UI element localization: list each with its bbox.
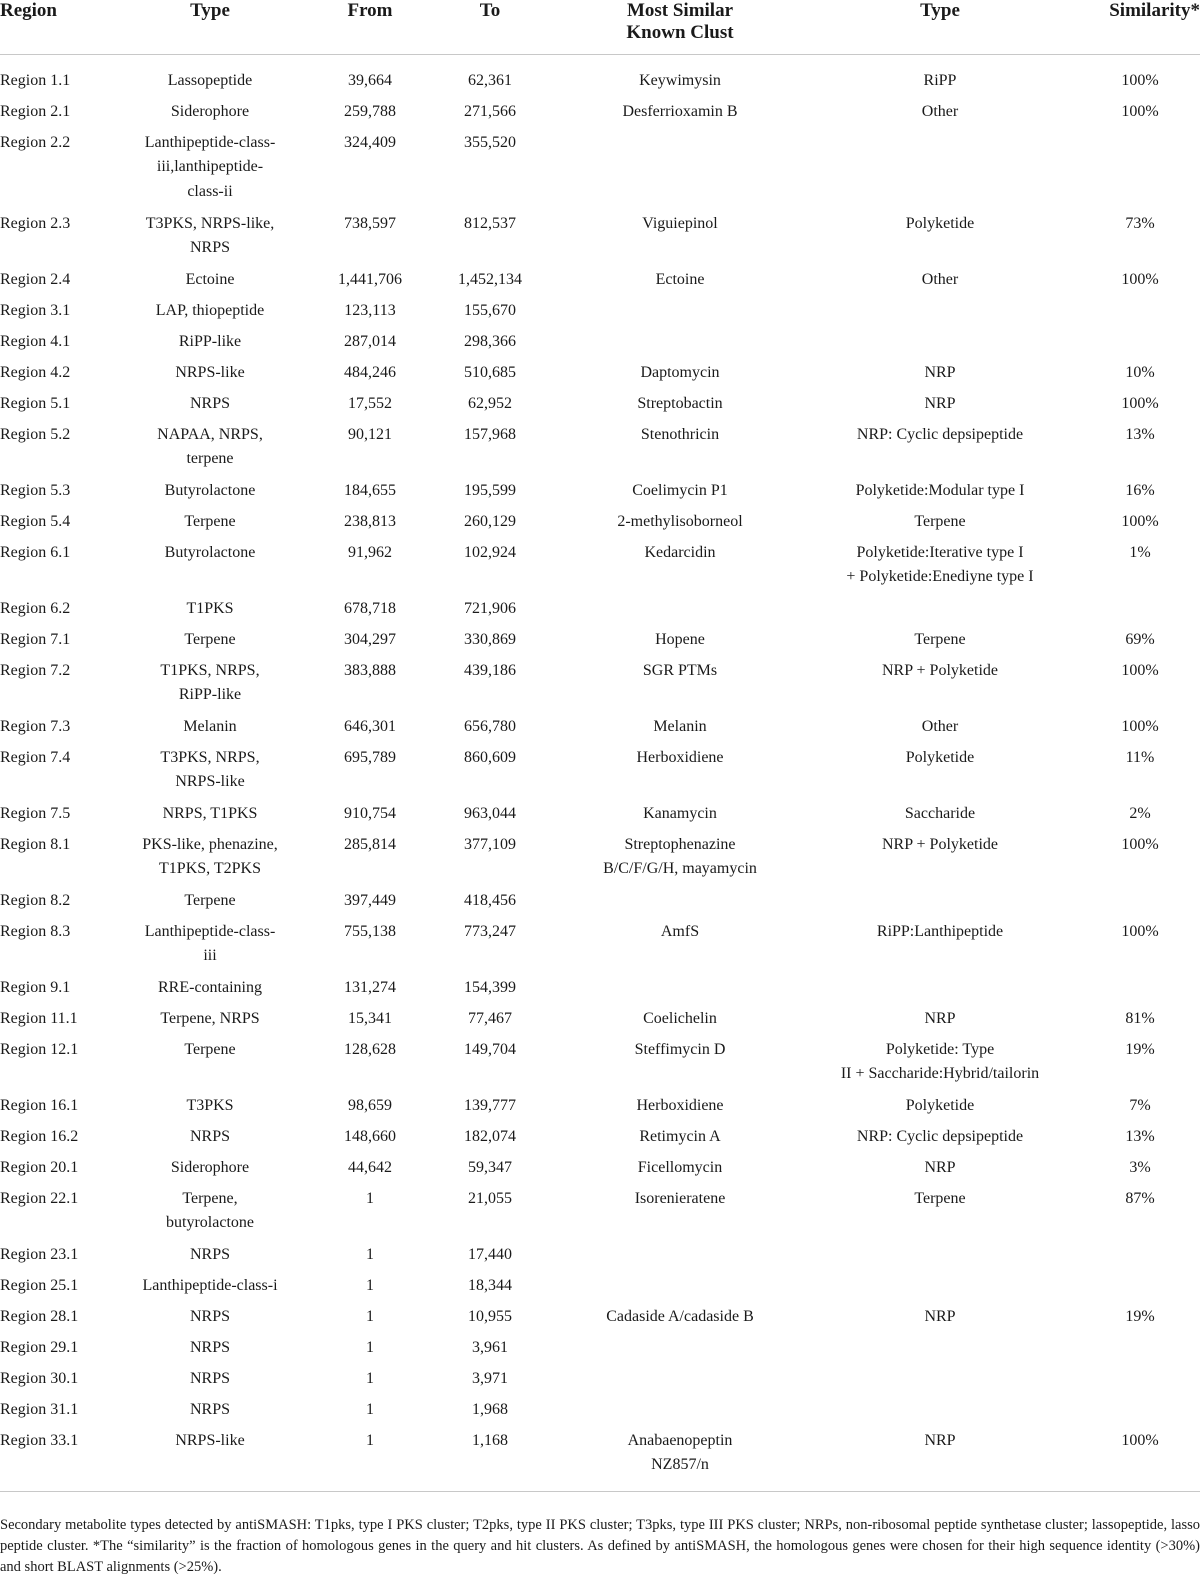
cell-similarity [1080, 299, 1200, 330]
cell-from: 910,754 [344, 804, 396, 822]
table-row [0, 659, 1200, 715]
cell-cluster-type: Terpene [914, 512, 966, 530]
cell-from: 738,597 [344, 214, 396, 232]
table-row [0, 1038, 1200, 1094]
cell-similarity: 100% [1121, 922, 1159, 940]
cell-to: 3,971 [472, 1369, 508, 1387]
cell-to: 330,869 [464, 630, 516, 648]
cell-type: Lanthipeptide-class- iii [144, 922, 276, 964]
cell-region: Region 4.1 [0, 332, 71, 350]
cell-region: Region 6.2 [0, 599, 71, 617]
cell-to: 155,670 [464, 301, 516, 319]
cell-to: 62,361 [468, 72, 512, 89]
cell-from: 287,014 [344, 332, 396, 350]
cell-from: 285,814 [344, 835, 396, 853]
table-row [0, 479, 1200, 510]
cell-similarity: 100% [1121, 1431, 1159, 1449]
header-similarity: Similarity* [1109, 0, 1200, 21]
cell-similarity: 7% [1129, 1096, 1151, 1114]
cell-similarity [1080, 131, 1200, 212]
cell-from: 17,552 [348, 394, 392, 412]
cell-region: Region 6.1 [0, 543, 71, 561]
cell-to: 860,609 [464, 748, 516, 766]
cell-region: Region 2.3 [0, 214, 71, 232]
cell-region: Region 28.1 [0, 1307, 79, 1325]
table-body [0, 55, 1200, 1481]
cell-from: 1 [366, 1400, 374, 1418]
cell-cluster-type [800, 597, 1080, 628]
cell-cluster-type: Polyketide [905, 748, 975, 766]
cell-cluster-type [800, 1398, 1080, 1429]
table-row [0, 628, 1200, 659]
cell-from: 695,789 [344, 748, 396, 766]
cell-type: Butyrolactone [164, 481, 256, 499]
cell-to: 139,777 [464, 1096, 516, 1114]
cell-region: Region 30.1 [0, 1369, 79, 1387]
cell-cluster-type: Polyketide [905, 214, 975, 232]
cell-most-similar-cluster [560, 1398, 800, 1429]
table-row [0, 361, 1200, 392]
cell-most-similar-cluster [560, 889, 800, 920]
cell-from: 484,246 [344, 363, 396, 381]
cell-most-similar-cluster: SGR PTMs [642, 661, 718, 679]
cell-similarity: 10% [1125, 363, 1155, 381]
cell-cluster-type [800, 1367, 1080, 1398]
cell-cluster-type: NRP [924, 1009, 956, 1027]
header-cluster-type: Type [920, 0, 960, 21]
table-row [0, 1187, 1200, 1243]
cell-to: 418,456 [464, 891, 516, 909]
table-row [0, 299, 1200, 330]
header-to: To [479, 0, 501, 21]
cell-from: 383,888 [344, 661, 396, 679]
table-row [0, 541, 1200, 597]
cell-from: 1 [366, 1307, 374, 1325]
cell-to: 298,366 [464, 332, 516, 350]
cell-type: NRPS [189, 1127, 231, 1145]
cell-from: 90,121 [348, 425, 392, 443]
cell-to: 1,168 [472, 1431, 508, 1449]
cell-from: 131,274 [344, 978, 396, 996]
cell-from: 1 [366, 1276, 374, 1294]
cell-from: 98,659 [348, 1096, 392, 1114]
cell-to: 656,780 [464, 717, 516, 735]
cell-region: Region 1.1 [0, 72, 71, 89]
cell-most-similar-cluster: Herboxidiene [636, 748, 724, 766]
cell-cluster-type [800, 299, 1080, 330]
cell-region: Region 23.1 [0, 1245, 79, 1263]
cell-similarity: 100% [1121, 394, 1159, 412]
cell-cluster-type: NRP + Polyketide [882, 835, 998, 853]
cell-similarity: 16% [1125, 481, 1155, 499]
cell-cluster-type: Polyketide:Modular type I [855, 481, 1025, 499]
cell-most-similar-cluster: Kanamycin [643, 804, 717, 822]
cell-cluster-type [800, 889, 1080, 920]
cell-similarity: 100% [1121, 102, 1159, 120]
cell-type: Terpene [184, 512, 236, 530]
cell-from: 1 [366, 1369, 374, 1387]
cell-from: 304,297 [344, 630, 396, 648]
cell-type: Melanin [183, 717, 237, 735]
cell-region: Region 22.1 [0, 1189, 79, 1207]
table-row [0, 976, 1200, 1007]
cell-from: 148,660 [344, 1127, 396, 1145]
cell-type: T1PKS, NRPS, RiPP-like [160, 661, 260, 703]
cell-similarity: 13% [1125, 1127, 1155, 1145]
cell-region: Region 9.1 [0, 978, 71, 996]
table-row [0, 1007, 1200, 1038]
cell-similarity [1080, 1336, 1200, 1367]
cell-type: Lassopeptide [167, 72, 253, 89]
table-footnote: Secondary metabolite types detected by antiSMASH: T1pks, type I PKS cluster; T2pks, type II PKS cluster; T3pks, type III PKS cluster; NRPs, non-ribosomal peptide synthetase cluster; lassopeptide, lasso peptide cluster. *The “similarity” is the fraction of homologous genes in the query and hit clusters. As defined by antiSMASH, the homologous genes were chosen for their high sequence identity (>30%) and short BLAST alignments (>25%). [0, 1516, 1200, 1575]
cell-most-similar-cluster [560, 597, 800, 628]
cell-to: 439,186 [464, 661, 516, 679]
cell-similarity [1080, 1243, 1200, 1274]
cell-from: 91,962 [348, 543, 392, 561]
cell-most-similar-cluster [560, 330, 800, 361]
cell-to: 355,520 [464, 133, 516, 151]
cell-type: RRE-containing [158, 978, 262, 996]
cell-to: 1,452,134 [458, 270, 522, 288]
cell-most-similar-cluster: Ficellomycin [637, 1158, 723, 1176]
cell-type: NRPS, T1PKS [162, 804, 258, 822]
cell-type: RiPP-like [178, 332, 242, 350]
table-row [0, 392, 1200, 423]
cell-to: 149,704 [464, 1040, 516, 1058]
table-row [0, 1305, 1200, 1336]
table-row [0, 100, 1200, 131]
cell-similarity [1080, 976, 1200, 1007]
cell-cluster-type: NRP [924, 1307, 956, 1325]
cell-similarity: 81% [1125, 1009, 1155, 1027]
cell-from: 678,718 [344, 599, 396, 617]
cell-region: Region 16.1 [0, 1096, 79, 1114]
cell-most-similar-cluster [560, 1274, 800, 1305]
cell-type: PKS-like, phenazine, T1PKS, T2PKS [142, 835, 278, 877]
cell-type: NRPS [189, 1245, 231, 1263]
cell-cluster-type: Other [921, 717, 959, 735]
cell-region: Region 8.3 [0, 922, 71, 940]
cell-region: Region 7.2 [0, 661, 71, 679]
cell-to: 260,129 [464, 512, 516, 530]
cell-to: 77,467 [468, 1009, 512, 1027]
cell-cluster-type [800, 131, 1080, 212]
cell-to: 721,906 [464, 599, 516, 617]
cell-from: 1,441,706 [338, 270, 402, 288]
table-row [0, 746, 1200, 802]
table-row [0, 1367, 1200, 1398]
table-row [0, 1429, 1200, 1481]
cell-most-similar-cluster: Isorenieratene [634, 1189, 726, 1207]
cell-type: LAP, thiopeptide [155, 301, 265, 319]
cell-region: Region 5.4 [0, 512, 71, 530]
table-row [0, 715, 1200, 746]
cell-cluster-type: NRP + Polyketide [882, 661, 998, 679]
cell-from: 646,301 [344, 717, 396, 735]
table-row [0, 1398, 1200, 1429]
cell-region: Region 12.1 [0, 1040, 79, 1058]
cell-most-similar-cluster [560, 131, 800, 212]
cell-cluster-type [800, 1274, 1080, 1305]
cell-cluster-type: Saccharide [904, 804, 976, 822]
cell-similarity [1080, 1398, 1200, 1429]
cell-cluster-type [800, 1243, 1080, 1274]
cell-similarity: 11% [1125, 748, 1155, 766]
cell-region: Region 7.3 [0, 717, 71, 735]
cell-most-similar-cluster [560, 976, 800, 1007]
cell-region: Region 2.1 [0, 102, 71, 120]
cell-similarity: 100% [1121, 512, 1159, 530]
cell-from: 238,813 [344, 512, 396, 530]
cell-most-similar-cluster [560, 1367, 800, 1398]
table-row [0, 920, 1200, 976]
cell-to: 510,685 [464, 363, 516, 381]
cell-most-similar-cluster [560, 1243, 800, 1274]
cell-cluster-type [800, 330, 1080, 361]
table-row [0, 55, 1200, 100]
cell-similarity: 87% [1125, 1189, 1155, 1207]
table-bottom-rule [0, 1491, 1200, 1492]
table-row [0, 1156, 1200, 1187]
cell-most-similar-cluster: AmfS [660, 922, 700, 940]
cell-type: Ectoine [185, 270, 235, 288]
cell-cluster-type: NRP [924, 1158, 956, 1176]
cell-most-similar-cluster: Daptomycin [640, 363, 720, 381]
cell-type: NRPS [189, 1369, 231, 1387]
cell-type: Terpene [184, 891, 236, 909]
header-region: Region [0, 0, 57, 21]
table-row [0, 268, 1200, 299]
cell-cluster-type: RiPP:Lanthipeptide [876, 922, 1004, 940]
cell-most-similar-cluster: Streptobactin [637, 394, 723, 412]
table-row [0, 1125, 1200, 1156]
cell-similarity [1080, 597, 1200, 628]
cell-type: Terpene, NRPS [160, 1009, 260, 1027]
cell-similarity: 19% [1125, 1040, 1155, 1058]
cell-most-similar-cluster: Coelimycin P1 [632, 481, 728, 499]
table-row [0, 510, 1200, 541]
cell-region: Region 4.2 [0, 363, 71, 381]
cell-similarity: 100% [1121, 72, 1159, 89]
table-row [0, 802, 1200, 833]
cell-region: Region 2.2 [0, 133, 71, 151]
cell-most-similar-cluster: Kedarcidin [644, 543, 716, 561]
cell-type: T1PKS [186, 599, 234, 617]
cell-similarity: 69% [1125, 630, 1155, 648]
table-header-row [0, 0, 1200, 55]
cell-cluster-type: Other [921, 270, 959, 288]
cell-type: Terpene [184, 1040, 236, 1058]
table-row [0, 1094, 1200, 1125]
table-row [0, 131, 1200, 212]
cell-cluster-type: NRP: Cyclic depsipeptide [856, 425, 1024, 443]
cell-from: 1 [366, 1189, 374, 1207]
cell-region: Region 31.1 [0, 1400, 79, 1418]
cell-region: Region 8.2 [0, 891, 71, 909]
cell-region: Region 25.1 [0, 1276, 79, 1294]
cell-most-similar-cluster: Coelichelin [643, 1009, 717, 1027]
cell-similarity: 73% [1125, 214, 1155, 232]
table-row [0, 1274, 1200, 1305]
cell-to: 10,955 [468, 1307, 512, 1325]
cell-from: 259,788 [344, 102, 396, 120]
cell-region: Region 29.1 [0, 1338, 79, 1356]
cell-similarity: 19% [1125, 1307, 1155, 1325]
cell-region: Region 16.2 [0, 1127, 79, 1145]
cell-similarity [1080, 330, 1200, 361]
cell-to: 377,109 [464, 835, 516, 853]
cell-from: 15,341 [348, 1009, 392, 1027]
cell-to: 59,347 [468, 1158, 512, 1176]
cell-from: 1 [366, 1338, 374, 1356]
cell-most-similar-cluster: Hopene [655, 630, 705, 648]
cell-from: 755,138 [344, 922, 396, 940]
cell-region: Region 3.1 [0, 301, 71, 319]
cell-to: 21,055 [468, 1189, 512, 1207]
cell-similarity: 3% [1129, 1158, 1151, 1176]
cell-type: NRPS-like [175, 363, 245, 381]
cell-to: 18,344 [468, 1276, 512, 1294]
cell-type: T3PKS, NRPS-like, NRPS [145, 214, 275, 256]
table-row [0, 423, 1200, 479]
cell-similarity: 100% [1121, 661, 1159, 679]
cell-similarity: 100% [1121, 835, 1159, 853]
cell-most-similar-cluster: Steffimycin D [634, 1040, 726, 1058]
cell-region: Region 8.1 [0, 835, 71, 853]
cell-most-similar-cluster: Keywimysin [639, 72, 721, 89]
cell-similarity [1080, 1274, 1200, 1305]
cell-region: Region 11.1 [0, 1009, 78, 1027]
cell-similarity [1080, 1367, 1200, 1398]
cell-from: 1 [366, 1245, 374, 1263]
cell-to: 62,952 [468, 394, 512, 412]
cell-most-similar-cluster: Viguiepinol [642, 214, 718, 232]
cell-cluster-type: Polyketide [905, 1096, 975, 1114]
cell-type: Butyrolactone [164, 543, 256, 561]
table-row [0, 330, 1200, 361]
cell-to: 182,074 [464, 1127, 516, 1145]
cell-cluster-type: NRP [924, 363, 956, 381]
table-row [0, 889, 1200, 920]
cell-type: Siderophore [170, 102, 250, 120]
cell-region: Region 7.1 [0, 630, 71, 648]
cell-region: Region 5.3 [0, 481, 71, 499]
cell-most-similar-cluster: Retimycin A [639, 1127, 721, 1145]
table-row [0, 1243, 1200, 1274]
cell-from: 128,628 [344, 1040, 396, 1058]
cell-type: Terpene [184, 630, 236, 648]
cell-cluster-type: Other [921, 102, 959, 120]
cell-from: 324,409 [344, 133, 396, 151]
cell-cluster-type: Polyketide: Type II + Saccharide:Hybrid/tailorin [840, 1040, 1040, 1082]
table-row [0, 1336, 1200, 1367]
cell-cluster-type: NRP: Cyclic depsipeptide [856, 1127, 1024, 1145]
cell-to: 157,968 [464, 425, 516, 443]
cell-similarity: 100% [1121, 717, 1159, 735]
cell-from: 184,655 [344, 481, 396, 499]
cell-type: NRPS [189, 1338, 231, 1356]
cell-type: T3PKS [186, 1096, 234, 1114]
cell-most-similar-cluster: Herboxidiene [636, 1096, 724, 1114]
cell-most-similar-cluster: Desferrioxamin B [622, 102, 738, 120]
table-row [0, 833, 1200, 889]
cell-region: Region 7.4 [0, 748, 71, 766]
cell-cluster-type: Terpene [914, 1189, 966, 1207]
cell-from: 1 [366, 1431, 374, 1449]
table-row [0, 212, 1200, 268]
cell-from: 39,664 [348, 72, 392, 89]
cell-type: Lanthipeptide-class-i [142, 1276, 278, 1294]
cell-cluster-type: NRP [924, 1431, 956, 1449]
cell-similarity: 2% [1129, 804, 1151, 822]
cell-cluster-type: NRP [924, 394, 956, 412]
header-type: Type [190, 0, 230, 21]
cell-region: Region 33.1 [0, 1431, 79, 1449]
cell-to: 1,968 [472, 1400, 508, 1418]
header-most-similar-cluster: Most Similar Known Clust [626, 0, 734, 43]
cell-most-similar-cluster [560, 1336, 800, 1367]
cell-type: Lanthipeptide-class- iii,lanthipeptide- class-ii [144, 133, 276, 200]
cell-cluster-type: RiPP [923, 72, 957, 89]
header-from: From [347, 0, 393, 21]
cell-type: NRPS [189, 1400, 231, 1418]
cell-most-similar-cluster [560, 299, 800, 330]
cell-to: 812,537 [464, 214, 516, 232]
cell-type: NAPAA, NRPS, terpene [157, 425, 263, 467]
cell-type: NRPS [189, 1307, 231, 1325]
cell-type: Siderophore [170, 1158, 250, 1176]
cell-to: 963,044 [464, 804, 516, 822]
cell-similarity: 13% [1125, 425, 1155, 443]
cell-to: 271,566 [464, 102, 516, 120]
cell-to: 17,440 [468, 1245, 512, 1263]
cell-cluster-type [800, 976, 1080, 1007]
cell-to: 773,247 [464, 922, 516, 940]
cell-region: Region 2.4 [0, 270, 71, 288]
cell-region: Region 20.1 [0, 1158, 79, 1176]
cell-most-similar-cluster: Anabaenopeptin NZ857/n [627, 1431, 733, 1473]
table-row [0, 597, 1200, 628]
cell-region: Region 5.2 [0, 425, 71, 443]
cell-to: 3,961 [472, 1338, 508, 1356]
cell-from: 123,113 [344, 301, 396, 319]
cell-from: 44,642 [348, 1158, 392, 1176]
cell-most-similar-cluster: 2-methylisoborneol [617, 512, 743, 530]
cell-type: Terpene, butyrolactone [166, 1189, 254, 1231]
cell-similarity: 100% [1121, 270, 1159, 288]
cell-cluster-type [800, 1336, 1080, 1367]
cell-type: T3PKS, NRPS, NRPS-like [160, 748, 260, 790]
cell-region: Region 5.1 [0, 394, 71, 412]
cell-similarity [1080, 889, 1200, 920]
cell-most-similar-cluster: Ectoine [655, 270, 705, 288]
cell-most-similar-cluster: Cadaside A/cadaside B [606, 1307, 754, 1325]
cell-to: 195,599 [464, 481, 516, 499]
cell-cluster-type: Polyketide:Iterative type I + Polyketide:Enediyne type I [846, 543, 1034, 585]
cell-from: 397,449 [344, 891, 396, 909]
cell-most-similar-cluster: Melanin [653, 717, 707, 735]
cell-type: NRPS [189, 394, 231, 412]
cell-most-similar-cluster: Streptophenazine B/C/F/G/H, mayamycin [603, 835, 757, 877]
cell-to: 154,399 [464, 978, 516, 996]
cell-most-similar-cluster: Stenothricin [640, 425, 720, 443]
cell-to: 102,924 [464, 543, 516, 561]
cell-cluster-type: Terpene [914, 630, 966, 648]
cell-region: Region 7.5 [0, 804, 71, 822]
cell-similarity: 1% [1129, 543, 1151, 561]
cell-type: NRPS-like [175, 1431, 245, 1449]
